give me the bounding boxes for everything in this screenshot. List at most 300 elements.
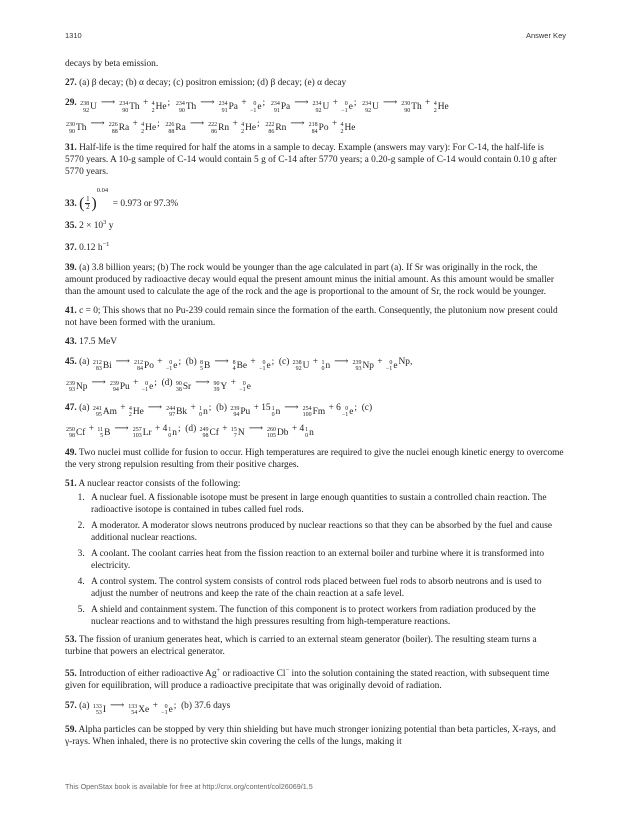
separator: ; — [177, 423, 186, 434]
nuclide-symbol — [434, 101, 449, 114]
element-symbol: e — [266, 360, 271, 371]
answer-text: Half-life is the time required for half the atoms in a sample to decay. Example (answers may vary): For C-14, the half-life is 5770 years. A 10-g sample of C-14 would contain 5 g of C-14 after 5770 years; a 0.20-g sample of C-14 would contain 0.10 g after 5770 years. — [65, 143, 557, 177]
nuclide-indices — [272, 406, 275, 419]
mass-number: 8 — [232, 359, 236, 366]
element-symbol: Pu — [119, 381, 130, 392]
list-item: 1. A nuclear fuel. A fissionable isotope must be present in large enough quantities to sustain a controlled chain reaction. The radioactive isotope is contained in tubes called fuel rods. — [87, 492, 565, 516]
open-paren: ( — [79, 194, 85, 212]
nuclide-symbol — [128, 704, 149, 717]
nuclide-symbol — [233, 360, 247, 373]
equation-text: (d) — [185, 423, 199, 434]
reaction-arrow: ⟶ — [248, 422, 264, 434]
answer-number: 39. — [65, 262, 77, 273]
element-symbol: Th — [411, 102, 422, 112]
nuclide-indices — [271, 101, 280, 114]
nuclide-symbol — [231, 427, 245, 440]
element-symbol: Pu — [240, 406, 251, 417]
answer-text: 17.5 MeV — [79, 336, 118, 347]
nuclide-symbol — [141, 122, 156, 135]
section-title: Answer Key — [525, 31, 566, 40]
answer-number: 47. — [65, 402, 77, 413]
equation-line — [65, 422, 565, 440]
atomic-number: 5 — [100, 433, 104, 440]
atomic-number: 88 — [111, 128, 118, 135]
reaction-arrow: ⟶ — [200, 97, 215, 108]
equation-text: (b) — [216, 402, 230, 413]
mass-number: 4 — [241, 122, 245, 128]
element-symbol: I — [102, 704, 106, 715]
nuclide-symbol — [109, 122, 129, 135]
nuclide-symbol — [165, 122, 185, 135]
element-symbol: e — [149, 381, 154, 392]
nuclide-indices — [321, 360, 324, 373]
nuclide-indices — [309, 122, 318, 135]
mass-number: 257 — [132, 426, 142, 433]
answer-number: 31. — [65, 143, 77, 153]
mantissa: 2 × 10 — [79, 221, 104, 232]
atomic-number: 100 — [302, 412, 312, 419]
nuclide-symbol — [152, 101, 167, 114]
nuclide-symbol — [208, 122, 229, 135]
nuclide-indices — [119, 101, 128, 114]
value: 0.12 h — [79, 243, 103, 254]
element-symbol: U — [302, 360, 310, 371]
reaction-arrow: ⟶ — [334, 355, 349, 367]
element-symbol: He — [437, 102, 449, 112]
answer-number: 41. — [65, 305, 77, 316]
nuclide-symbol — [166, 406, 187, 419]
element-symbol: Np — [76, 381, 88, 392]
answer-37 — [65, 239, 565, 254]
mass-number: 244 — [166, 405, 176, 412]
list-item: 5. A shield and containment system. The function of this component is to protect workers from radiation produced by the nuclear reactions and to withstand the high pressures resulting from high-temperature reactions. — [87, 604, 565, 628]
answer-text: (a) 3.8 billion years; (b) The rock would be younger than the age calculated in part (a). If Sr was originally in the rock, the amount produced by radioactive decay would equal the present amount minus the initial amount. As this amount would be smaller than the amount used to calculate the age of the rock and the age is proportional to the amount of Sr, the rock would be younger. — [65, 262, 554, 297]
charge: − — [285, 666, 290, 674]
mass-number: 0 — [389, 359, 393, 366]
atomic-number: 86 — [268, 128, 275, 135]
reaction-arrow: ⟶ — [189, 118, 205, 129]
nuclide-symbol — [129, 406, 144, 419]
answer-55 — [65, 665, 565, 692]
answer-number: 29. — [65, 98, 77, 108]
answer-43 — [65, 336, 565, 348]
element-symbol: B — [204, 360, 211, 371]
mass-number: 0 — [164, 703, 168, 710]
nuclide-symbol — [93, 360, 112, 373]
answer-intro: A nuclear reactor consists of the following: — [78, 478, 241, 489]
atomic-number: 2 — [128, 412, 132, 419]
atomic-number: 0 — [199, 412, 203, 419]
nuclide-indices — [259, 360, 265, 373]
mass-number: 230 — [66, 122, 75, 128]
element-symbol: e — [348, 102, 353, 112]
answer-text-3: into the solution containing the stated reaction, with subsequent time given for equilibration, will produce a radioactive precipitate that was originally devoid of radiation. — [65, 668, 550, 691]
nuclide-symbol — [271, 101, 290, 114]
mass-number: 234 — [270, 101, 280, 107]
charge: + — [216, 666, 221, 674]
nuclide-symbol — [341, 122, 356, 135]
nuclide-symbol — [119, 101, 139, 114]
reaction-arrow: ⟶ — [195, 376, 210, 388]
nuclide-indices — [176, 381, 182, 394]
answer-59 — [65, 724, 565, 748]
nuclide-symbol — [166, 360, 178, 373]
mass-number: 239 — [352, 359, 362, 366]
nuclide-symbol — [66, 427, 85, 440]
mass-number: 222 — [265, 122, 275, 128]
plus-sign: + — [130, 119, 141, 129]
nuclide-symbol — [265, 122, 286, 135]
nuclide-indices — [241, 122, 244, 135]
element-symbol: Be — [236, 360, 248, 371]
answer-number: 27. — [65, 78, 77, 88]
atomic-number: 38 — [175, 387, 182, 394]
separator: ; — [208, 402, 217, 413]
mass-number: 8 — [200, 359, 204, 366]
answer-number: 55. — [65, 668, 77, 679]
mass-number: 239 — [109, 380, 119, 387]
nuclide-indices — [352, 360, 361, 373]
nuclide-symbol — [168, 427, 177, 440]
element-symbol: Rn — [275, 123, 287, 133]
answer-number: 51. — [65, 478, 77, 489]
separator: ; — [157, 119, 165, 129]
nuclide-indices — [233, 360, 236, 373]
reaction-arrow: ⟶ — [294, 97, 309, 108]
atomic-number: −1 — [165, 366, 173, 373]
nuclide-indices — [166, 406, 175, 419]
element-symbol: Sr — [182, 381, 192, 392]
element-symbol: Xe — [138, 704, 150, 715]
reaction-arrow: ⟶ — [115, 355, 131, 367]
nuclide-symbol — [352, 360, 373, 373]
answer-text: Two nuclei must collide for fusion to occur. High temperatures are required to give the nuclei enough kinetic energy to overcome the very strong repulsion resulting from their positive charges. — [65, 447, 564, 470]
nuclide-indices — [401, 101, 410, 114]
element-symbol: e — [349, 406, 354, 417]
atomic-number: 93 — [355, 366, 362, 373]
mass-number: 133 — [128, 703, 138, 710]
nuclide-indices — [342, 406, 348, 419]
mass-number: 234 — [175, 101, 185, 107]
nuclide-indices — [200, 427, 209, 440]
mass-number: 234 — [218, 101, 228, 107]
equation-text: (c) — [361, 402, 373, 413]
answer-number: 37. — [65, 243, 77, 254]
nuclide-indices — [80, 101, 89, 114]
mass-number: 0 — [253, 101, 257, 107]
nuclide-symbol — [66, 381, 87, 394]
plus-sign: + — [219, 423, 230, 434]
element-symbol: e — [173, 360, 178, 371]
nuclide-symbol — [341, 101, 353, 114]
element-symbol: B — [104, 427, 111, 438]
atomic-number: 2 — [151, 107, 155, 114]
nuclide-symbol — [259, 360, 271, 373]
plus-sign: + — [248, 356, 259, 367]
nuclide-indices — [434, 101, 437, 114]
mass-number: 212 — [92, 359, 102, 366]
nuclide-indices — [93, 704, 102, 717]
atomic-number: 4 — [232, 366, 236, 373]
atomic-number: −1 — [341, 107, 348, 114]
mass-number: 234 — [362, 101, 372, 107]
nuclide-indices — [97, 427, 103, 440]
nuclide-indices — [128, 704, 137, 717]
mass-number: 90 — [213, 380, 220, 387]
reaction-arrow: ⟶ — [100, 97, 116, 108]
plus-sign: + — [330, 98, 341, 108]
nuclide-indices — [166, 360, 172, 373]
atomic-number: −1 — [385, 366, 393, 373]
atomic-number: −1 — [239, 387, 246, 394]
nuclide-indices — [141, 122, 144, 135]
nuclide-indices — [93, 406, 102, 419]
mass-number: 239 — [230, 405, 240, 412]
nuclide-indices — [66, 122, 75, 135]
mass-number: 4 — [433, 101, 437, 107]
mass-number: 4 — [141, 122, 145, 128]
mass-number: 0 — [145, 380, 149, 387]
separator: ; — [178, 356, 186, 367]
element-symbol: He — [155, 102, 167, 112]
nuclide-indices — [239, 381, 245, 394]
separator: ; — [154, 377, 162, 388]
atomic-number: 97 — [169, 412, 176, 419]
element-symbol: He — [344, 123, 356, 133]
answer-text: (a) β decay; (b) α decay; (c) positron emission; (d) β decay; (e) α decay — [79, 78, 347, 88]
atomic-number: −1 — [161, 710, 168, 717]
atomic-number: 90 — [404, 107, 411, 114]
plus-sign: + — [188, 402, 199, 413]
element-symbol: U — [90, 102, 97, 112]
nuclide-indices — [134, 360, 143, 373]
equation-text: 6 — [336, 402, 341, 413]
mass-number: 4 — [128, 405, 132, 412]
reaction-arrow: ⟶ — [290, 118, 305, 129]
nuclide-indices — [267, 427, 276, 440]
nuclide-symbol — [176, 381, 191, 394]
atomic-number: 84 — [137, 366, 144, 373]
element-symbol: He — [245, 123, 257, 133]
mass-number: 250 — [66, 426, 75, 433]
nuclide-symbol — [362, 101, 379, 114]
nuclide-symbol — [401, 101, 421, 114]
q26-tail: decays by beta emission. — [65, 59, 159, 69]
nuclide-indices — [305, 427, 308, 440]
equation-text: (a) — [79, 356, 92, 367]
reaction-arrow: ⟶ — [382, 97, 398, 108]
reactor-components-list — [65, 492, 565, 628]
nuclide-indices — [250, 101, 256, 114]
answer-number: 33. — [65, 199, 77, 209]
nuclide-indices — [341, 122, 344, 135]
nuclide-symbol — [250, 101, 262, 114]
plus-sign: + — [228, 377, 239, 388]
mass-number: 90 — [175, 380, 182, 387]
atomic-number: 91 — [221, 107, 228, 114]
nuclide-indices — [161, 704, 167, 717]
nuclide-indices — [133, 427, 142, 440]
equation-line — [65, 355, 565, 373]
mass-number: 4 — [151, 101, 155, 107]
element-symbol: e — [246, 381, 251, 392]
nuclide-symbol — [241, 122, 256, 135]
atomic-number: 2 — [141, 128, 145, 135]
element-symbol: Ra — [175, 123, 186, 133]
mass-number: 222 — [208, 122, 218, 128]
element-symbol: Cf — [209, 427, 219, 438]
element-symbol: Pa — [280, 102, 291, 112]
list-item: 3. A coolant. The coolant carries heat from the fission reaction to an external boiler and turbine where it is transformed into electricity. — [87, 548, 565, 572]
mass-number: 238 — [292, 359, 302, 366]
atomic-number: 86 — [211, 128, 218, 135]
percent: or 97.3% — [143, 199, 179, 209]
mass-number: 1 — [271, 405, 275, 412]
answer-text-1: Introduction of either radioactive Ag — [79, 668, 217, 679]
atomic-number: 84 — [311, 128, 318, 135]
answer-41 — [65, 305, 565, 329]
atomic-number: −1 — [259, 366, 266, 373]
element-symbol: He — [132, 406, 144, 417]
mass-number: 0 — [169, 359, 173, 366]
plus-sign: + — [117, 402, 128, 413]
mass-number: 230 — [401, 101, 411, 107]
atomic-number: 54 — [131, 710, 138, 717]
mass-number: 15 — [230, 426, 237, 433]
nuclide-symbol — [309, 122, 329, 135]
nuclide-indices — [93, 360, 102, 373]
nuclide-indices — [165, 122, 174, 135]
nuclide-symbol — [321, 360, 330, 373]
atomic-number: 90 — [122, 107, 129, 114]
atomic-number: 0 — [321, 366, 325, 373]
equation-text: Np, — [398, 356, 413, 367]
atomic-number: 83 — [95, 366, 102, 373]
atomic-number: 90 — [69, 128, 75, 135]
element-symbol: n — [275, 406, 281, 417]
mass-number: 1 — [305, 426, 309, 433]
answer-number: 49. — [65, 447, 77, 458]
answer-57 — [65, 699, 565, 717]
atomic-number: 7 — [233, 433, 237, 440]
nuclide-indices — [142, 381, 148, 394]
answer-33 — [65, 185, 565, 211]
element-symbol: n — [325, 360, 331, 371]
mass-number: 0 — [242, 380, 246, 387]
mass-number: 218 — [308, 122, 318, 128]
exponent: 3 — [103, 219, 107, 227]
plus-sign: + — [86, 423, 97, 434]
separator: ; — [262, 98, 270, 108]
nuclide-symbol — [97, 427, 110, 440]
atomic-number: 92 — [83, 107, 90, 114]
atomic-number: 92 — [295, 366, 302, 373]
equation-text: 15 — [261, 402, 271, 413]
reaction-arrow: ⟶ — [147, 401, 163, 413]
equation-line — [65, 401, 565, 419]
nuclide-indices — [386, 360, 392, 373]
close-paren: ) — [91, 194, 97, 212]
nuclide-indices — [66, 381, 75, 394]
part-b: (b) 37.6 days — [181, 700, 231, 711]
nuclide-symbol — [200, 427, 219, 440]
element-symbol: Th — [129, 102, 140, 112]
answer-29 — [65, 96, 565, 135]
nuclide-symbol — [342, 406, 354, 419]
answer-number: 45. — [65, 356, 77, 367]
answer-49 — [65, 447, 565, 471]
nuclide-symbol — [66, 122, 86, 135]
equation-line — [65, 376, 565, 394]
nuclide-indices — [109, 122, 118, 135]
nuclide-indices — [231, 427, 237, 440]
reaction-arrow: ⟶ — [114, 422, 129, 434]
nuclide-symbol — [176, 101, 196, 114]
atomic-number: 0 — [305, 433, 309, 440]
nuclide-symbol — [93, 406, 117, 419]
plus-sign: + — [230, 119, 241, 129]
answer-27 — [65, 77, 565, 89]
answer-47 — [65, 401, 565, 440]
mass-number: 260 — [267, 426, 277, 433]
nuclide-symbol — [293, 360, 310, 373]
element-symbol: Pa — [228, 102, 238, 112]
unit: y — [106, 221, 114, 232]
nuclide-symbol — [199, 406, 208, 419]
answer-51 — [65, 478, 565, 628]
nuclide-indices — [66, 427, 75, 440]
plus-sign: + — [150, 700, 161, 711]
element-symbol: Ra — [118, 123, 130, 133]
answer-53 — [65, 634, 565, 658]
nuclide-symbol — [134, 360, 154, 373]
equation-line — [65, 699, 565, 717]
element-symbol: Cf — [76, 427, 86, 438]
nuclide-indices — [208, 122, 217, 135]
equation-text: 4 — [162, 423, 168, 434]
mass-number: 133 — [92, 703, 102, 710]
element-symbol: Y — [220, 381, 228, 392]
atomic-number: 90 — [178, 107, 185, 114]
list-item: 4. A control system. The control system consists of control rods placed between fuel rods to absorb neutrons and is used to adjust the number of neutrons and keep the rate of the chain reaction at a safe level. — [87, 576, 565, 600]
nuclide-symbol — [142, 381, 154, 394]
nuclide-indices — [219, 101, 228, 114]
list-item: 2. A moderator. A moderator slows neutrons produced by nuclear reactions so that they can be absorbed by the fuel and cause additional nuclear reactions. — [87, 520, 565, 544]
fraction-numerator: 1 — [86, 195, 90, 204]
element-symbol: Th — [76, 123, 87, 133]
fraction-denominator: 2 — [86, 203, 90, 212]
element-symbol: Db — [277, 427, 289, 438]
atomic-number: 92 — [315, 107, 322, 114]
nuclide-symbol — [161, 704, 173, 717]
mass-number: 0 — [345, 405, 349, 412]
element-symbol: e — [393, 360, 398, 371]
nuclide-indices — [214, 381, 220, 394]
mass-number: 0 — [344, 101, 348, 107]
nuclide-symbol — [214, 381, 228, 394]
plus-sign: + — [310, 356, 321, 367]
nuclide-symbol — [239, 381, 251, 394]
equation-text: (d) — [161, 377, 175, 388]
element-symbol: Bi — [102, 360, 112, 371]
answer-text: c = 0; This shows that no Pu-239 could remain since the formation of the earth. Consequently, the plutonium now present could not have been formed with the uranium. — [65, 305, 558, 328]
equation-text: 4 — [299, 423, 305, 434]
atomic-number: 94 — [112, 387, 119, 394]
atomic-number: 53 — [95, 710, 102, 717]
element-symbol: Lr — [142, 427, 152, 438]
atomic-number: 103 — [132, 433, 142, 440]
separator: ; — [354, 402, 362, 413]
